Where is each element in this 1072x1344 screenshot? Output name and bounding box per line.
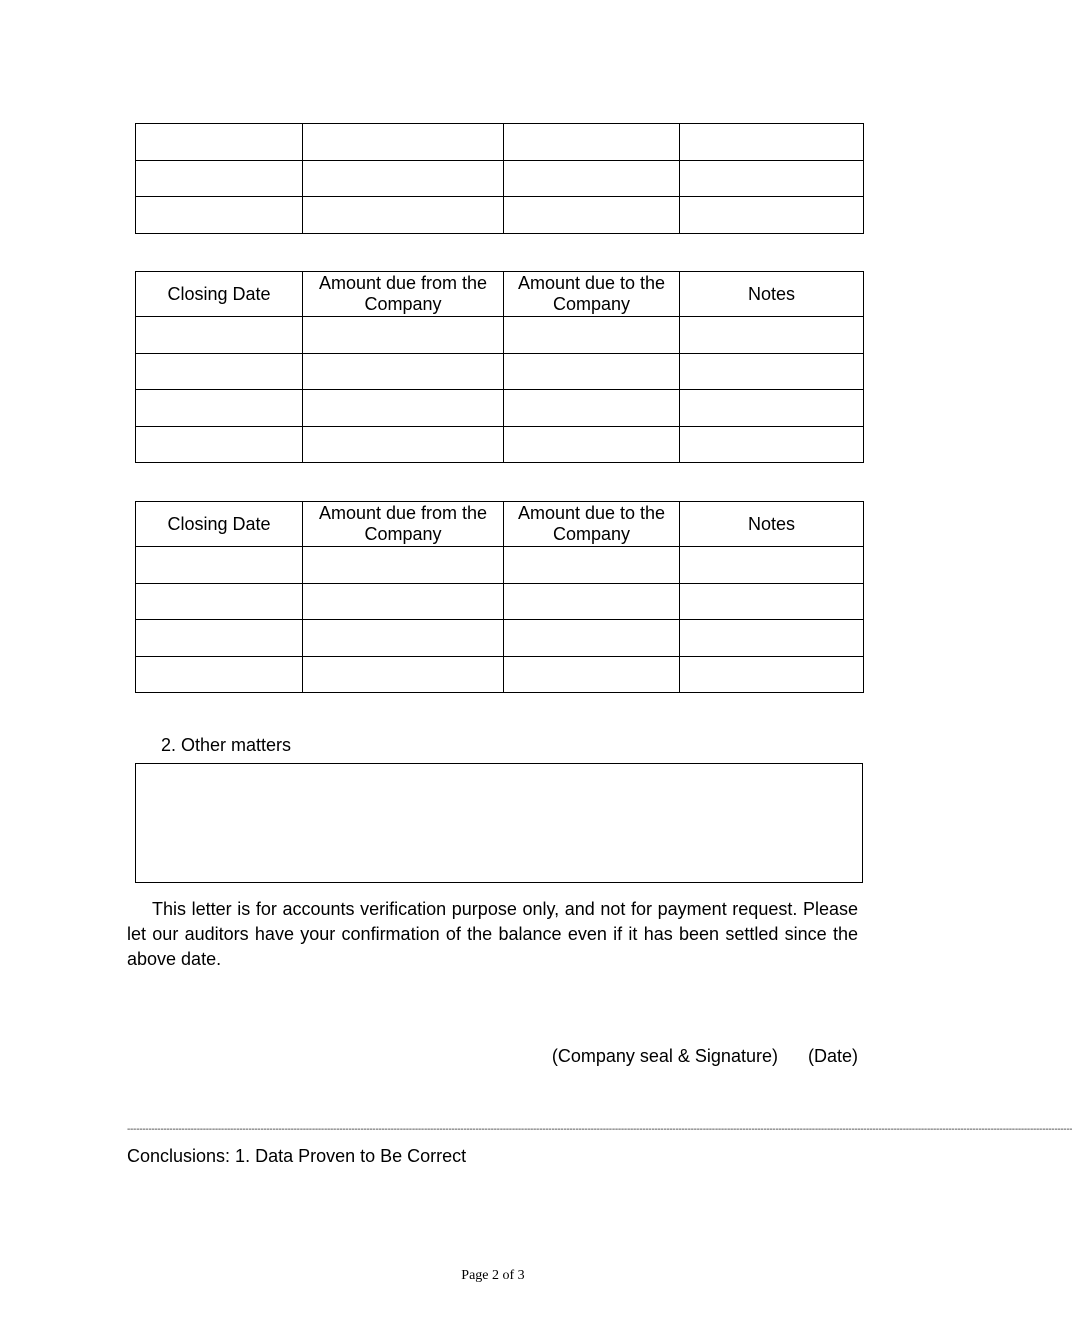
table-cell[interactable] bbox=[680, 656, 864, 693]
table-row bbox=[136, 124, 864, 161]
table-row bbox=[136, 390, 864, 427]
table-row bbox=[136, 317, 864, 354]
table-cell[interactable] bbox=[504, 656, 680, 693]
table-cell[interactable] bbox=[504, 426, 680, 463]
table-cell[interactable] bbox=[504, 160, 680, 197]
conclusions-text: Conclusions: 1. Data Proven to Be Correct bbox=[127, 1146, 467, 1166]
table-header-row bbox=[136, 272, 864, 317]
table-cell[interactable] bbox=[136, 197, 303, 234]
table-cell[interactable] bbox=[680, 124, 864, 161]
table-cell[interactable] bbox=[680, 426, 864, 463]
table-cell[interactable] bbox=[303, 390, 504, 427]
table-header-row bbox=[136, 502, 864, 547]
table-row bbox=[136, 426, 864, 463]
table-row bbox=[136, 656, 864, 693]
table-row bbox=[136, 547, 864, 584]
table-cell[interactable] bbox=[136, 620, 303, 657]
table-cell[interactable] bbox=[504, 197, 680, 234]
table-cell[interactable] bbox=[303, 620, 504, 657]
table-cell[interactable] bbox=[303, 656, 504, 693]
table-cell[interactable] bbox=[504, 583, 680, 620]
header-closing-date: Closing Date bbox=[136, 272, 303, 317]
table-cell[interactable] bbox=[303, 353, 504, 390]
table-cell[interactable] bbox=[303, 583, 504, 620]
balance-table-2 bbox=[135, 271, 864, 463]
table-row bbox=[136, 160, 864, 197]
table-cell[interactable] bbox=[504, 547, 680, 584]
table-cell[interactable] bbox=[504, 317, 680, 354]
table-cell[interactable] bbox=[136, 390, 303, 427]
table-cell[interactable] bbox=[680, 197, 864, 234]
company-seal-signature-label: (Company seal & Signature) bbox=[551, 1046, 778, 1066]
table-cell[interactable] bbox=[504, 390, 680, 427]
table-cell[interactable] bbox=[136, 583, 303, 620]
header-amount-from: Amount due from the Company bbox=[303, 502, 504, 547]
table-cell[interactable] bbox=[504, 353, 680, 390]
table-cell[interactable] bbox=[680, 317, 864, 354]
table-cell[interactable] bbox=[136, 317, 303, 354]
table-cell[interactable] bbox=[136, 426, 303, 463]
header-notes: Notes bbox=[680, 502, 864, 547]
header-closing-date: Closing Date bbox=[136, 502, 303, 547]
table-cell[interactable] bbox=[136, 124, 303, 161]
table-cell[interactable] bbox=[136, 656, 303, 693]
table-cell[interactable] bbox=[680, 583, 864, 620]
balance-table-continued bbox=[135, 123, 864, 234]
table-cell[interactable] bbox=[136, 353, 303, 390]
dashed-divider: ------------------------------------------------------------------------------------------------------------------------------------------------------------------------------------------------------------------------------------------------------------------------------------------------------------------------ bbox=[127, 1124, 1072, 1135]
table-row bbox=[136, 583, 864, 620]
other-matters-label: 2. Other matters bbox=[161, 735, 292, 755]
page-number: Page 2 of 3 bbox=[461, 1268, 525, 1283]
table-cell[interactable] bbox=[303, 317, 504, 354]
table-cell[interactable] bbox=[680, 390, 864, 427]
balance-table-3 bbox=[135, 501, 864, 693]
header-amount-to: Amount due to the Company bbox=[504, 272, 680, 317]
table-cell[interactable] bbox=[504, 124, 680, 161]
table-cell[interactable] bbox=[680, 160, 864, 197]
table-cell[interactable] bbox=[303, 547, 504, 584]
signature-line bbox=[552, 1046, 858, 1067]
verification-paragraph: This letter is for accounts verification purpose only, and not for payment request. Please let our auditors have your confirmation of the balance even if it has been settled since the above date. bbox=[127, 899, 858, 969]
other-matters-box[interactable] bbox=[135, 763, 863, 883]
table-cell[interactable] bbox=[303, 160, 504, 197]
table-cell[interactable] bbox=[303, 197, 504, 234]
table-cell[interactable] bbox=[680, 353, 864, 390]
table-row bbox=[136, 620, 864, 657]
table-row bbox=[136, 197, 864, 234]
header-amount-to: Amount due to the Company bbox=[504, 502, 680, 547]
table-cell[interactable] bbox=[303, 124, 504, 161]
table-cell[interactable] bbox=[303, 426, 504, 463]
table-cell[interactable] bbox=[680, 620, 864, 657]
table-row bbox=[136, 353, 864, 390]
header-amount-from: Amount due from the Company bbox=[303, 272, 504, 317]
table-cell[interactable] bbox=[136, 547, 303, 584]
table-cell[interactable] bbox=[136, 160, 303, 197]
header-notes: Notes bbox=[680, 272, 864, 317]
table-cell[interactable] bbox=[504, 620, 680, 657]
table-cell[interactable] bbox=[680, 547, 864, 584]
date-label: (Date) bbox=[807, 1046, 858, 1066]
